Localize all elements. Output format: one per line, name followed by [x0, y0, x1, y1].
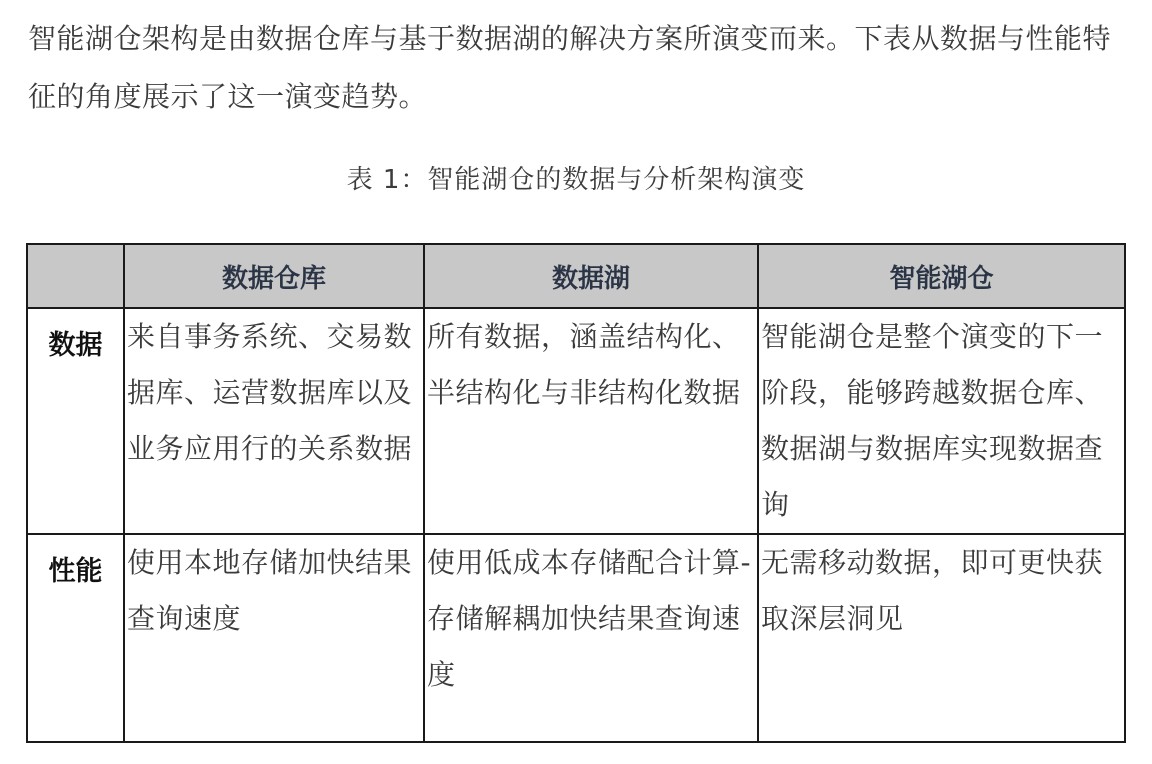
table-caption: 表 1：智能湖仓的数据与分析架构演变 [346, 165, 806, 195]
header-data-warehouse: 数据仓库 [124, 244, 424, 308]
intro-paragraph: 智能湖仓架构是由数据仓库与基于数据湖的解决方案所演变而来。下表从数据与性能特征的角度展示了这一演变趋势。 [28, 22, 1112, 113]
header-lakehouse: 智能湖仓 [758, 244, 1125, 308]
header-data-lake: 数据湖 [424, 244, 758, 308]
row-label-performance: 性能 [27, 534, 124, 742]
cell-data-warehouse: 来自事务系统、交易数据库、运营数据库以及业务应用行的关系数据 [124, 308, 424, 534]
table-row [27, 534, 1125, 742]
table-header-row [27, 244, 1125, 308]
row-label-data: 数据 [27, 308, 124, 534]
cell-data-lake: 所有数据，涵盖结构化、半结构化与非结构化数据 [424, 308, 758, 534]
comparison-table [26, 243, 1126, 743]
cell-data-warehouse: 使用本地存储加快结果查询速度 [124, 534, 424, 742]
cell-data-lake: 使用低成本存储配合计算-存储解耦加快结果查询速度 [424, 534, 758, 742]
header-corner-cell [27, 244, 124, 308]
table-row [27, 308, 1125, 534]
cell-lakehouse: 智能湖仓是整个演变的下一阶段，能够跨越数据仓库、数据湖与数据库实现数据查询 [758, 308, 1125, 534]
cell-lakehouse: 无需移动数据，即可更快获取深层洞见 [758, 534, 1125, 742]
